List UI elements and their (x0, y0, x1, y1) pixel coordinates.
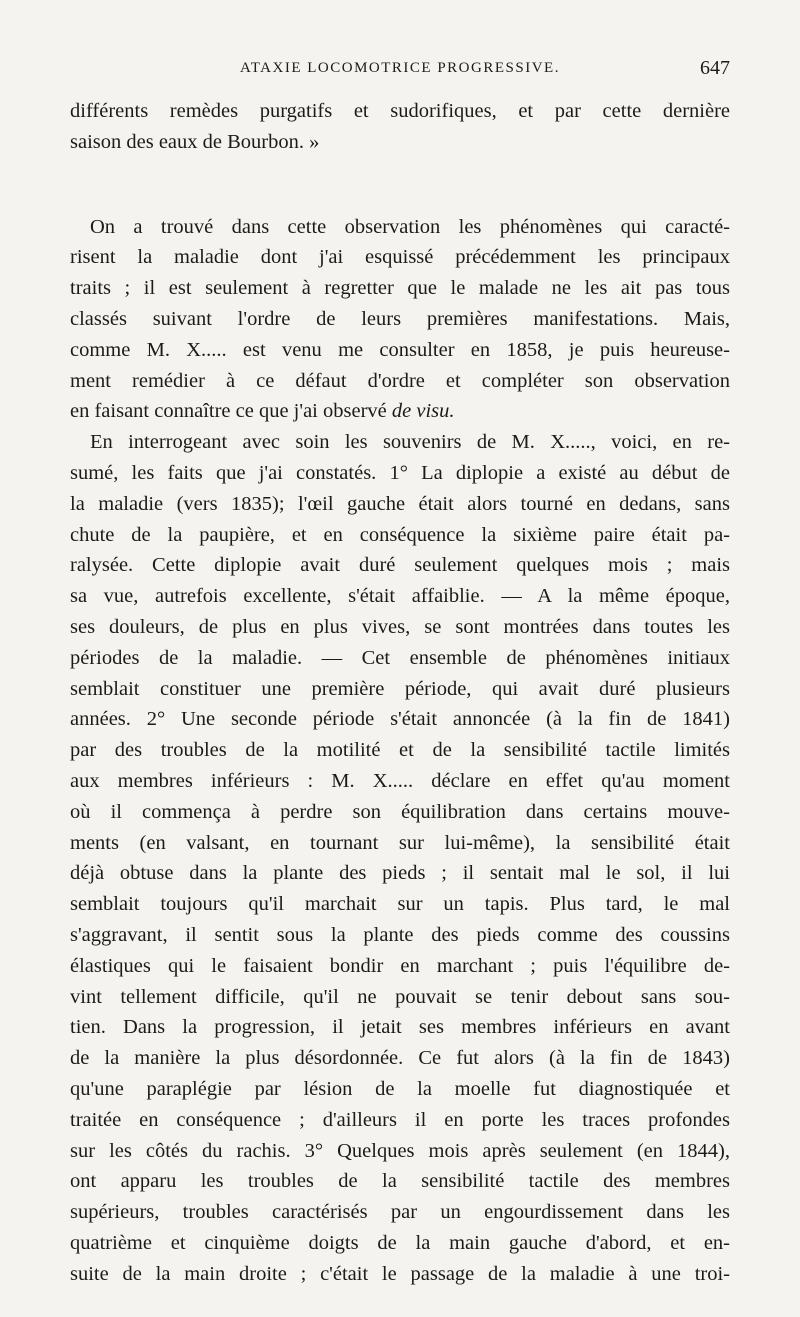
text-line: risent la maladie dont j'ai esquissé précédemment les principaux (70, 246, 730, 269)
running-header (70, 57, 730, 84)
text-line: qu'une paraplégie par lésion de la moelle fut diagnostiquée et (70, 1077, 730, 1100)
text-line: traits ; il est seulement à regretter que le malade ne les ait pas tous (70, 277, 730, 300)
text-line: traitée en conséquence ; d'ailleurs il en porte les traces profondes (70, 1108, 730, 1131)
text-line: périodes de la maladie. — Cet ensemble de phénomènes initiaux (70, 646, 730, 669)
emphasis-de-visu: de visu. (391, 400, 455, 423)
text-line: où il commença à perdre son équilibration dans certains mouve- (70, 800, 730, 823)
text-line: différents remèdes purgatifs et sudorifiques, et par cette dernière (70, 100, 730, 122)
text-line: On a trouvé dans cette observation les phénomènes qui caracté- (90, 215, 730, 238)
text-line: sur les côtés du rachis. 3° Quelques mois après seulement (en 1844), (70, 1139, 730, 1162)
text-line: la maladie (vers 1835); l'œil gauche était alors tourné en dedans, sans (70, 492, 730, 515)
text-line: tien. Dans la progression, il jetait ses membres inférieurs en avant (70, 1016, 730, 1039)
text-line: suite de la main droite ; c'était le passage de la maladie à une troi- (70, 1262, 730, 1285)
text-line: élastiques qui le faisaient bondir en marchant ; puis l'équilibre de- (70, 954, 730, 977)
text-line: quatrième et cinquième doigts de la main gauche d'abord, et en- (70, 1231, 730, 1254)
text-line: semblait constituer une première période, qui avait duré plusieurs (70, 677, 730, 700)
text-line: sumé, les faits que j'ai constatés. 1° La diplopie a existé au début de (70, 461, 730, 484)
text-line: vint tellement difficile, qu'il ne pouvait se tenir debout sans sou- (70, 985, 730, 1008)
text-line: chute de la paupière, et en conséquence la sixième paire était pa- (70, 523, 730, 546)
text-line: classés suivant l'ordre de leurs premières manifestations. Mais, (70, 307, 730, 330)
text-segment: en faisant connaître ce que j'ai observé (70, 400, 392, 423)
text-line: semblait toujours qu'il marchait sur un tapis. Plus tard, le mal (70, 893, 730, 916)
text-line: déjà obtuse dans la plante des pieds ; il sentait mal le sol, il lui (70, 862, 730, 885)
text-line: ralysée. Cette diplopie avait duré seulement quelques mois ; mais (70, 554, 730, 577)
text-line: par des troubles de la motilité et de la sensibilité tactile limités (70, 739, 730, 762)
running-title: ATAXIE LOCOMOTRICE PROGRESSIVE. (240, 60, 560, 76)
text-line: supérieurs, troubles caractérisés par un engourdissement dans les (70, 1201, 730, 1224)
paragraph-3 (70, 427, 730, 1289)
text-line: années. 2° Une seconde période s'était annoncée (à la fin de 1841) (70, 708, 730, 731)
text-line: ments (en valsant, en tournant sur lui-même), la sensibilité était (70, 831, 730, 854)
text-line: ment remédier à ce défaut d'ordre et compléter son observation (70, 369, 730, 392)
text-line: aux membres inférieurs : M. X..... déclare en effet qu'au moment (70, 769, 730, 792)
text-line: de la manière la plus désordonnée. Ce fut alors (à la fin de 1843) (70, 1047, 730, 1070)
text-line: sa vue, autrefois excellente, s'était affaiblie. — A la même époque, (70, 585, 730, 608)
paragraph-2 (70, 212, 730, 428)
text-line: comme M. X..... est venu me consulter en 1858, je puis heureuse- (70, 338, 730, 361)
text-line-with-emphasis (70, 396, 730, 427)
paragraph-gap (70, 158, 730, 212)
text-line: ont apparu les troubles de la sensibilité tactile des membres (70, 1170, 730, 1193)
text-line: ses douleurs, de plus en plus vives, se sont montrées dans toutes les (70, 615, 730, 638)
page-number: 647 (700, 57, 730, 79)
text-line: s'aggravant, il sentit sous la plante des pieds comme des coussins (70, 923, 730, 946)
paragraph-1 (70, 96, 730, 158)
text-line: En interrogeant avec soin les souvenirs de M. X....., voici, en re- (90, 431, 730, 454)
text-line: saison des eaux de Bourbon. » (70, 130, 320, 153)
body-text (70, 96, 730, 1289)
